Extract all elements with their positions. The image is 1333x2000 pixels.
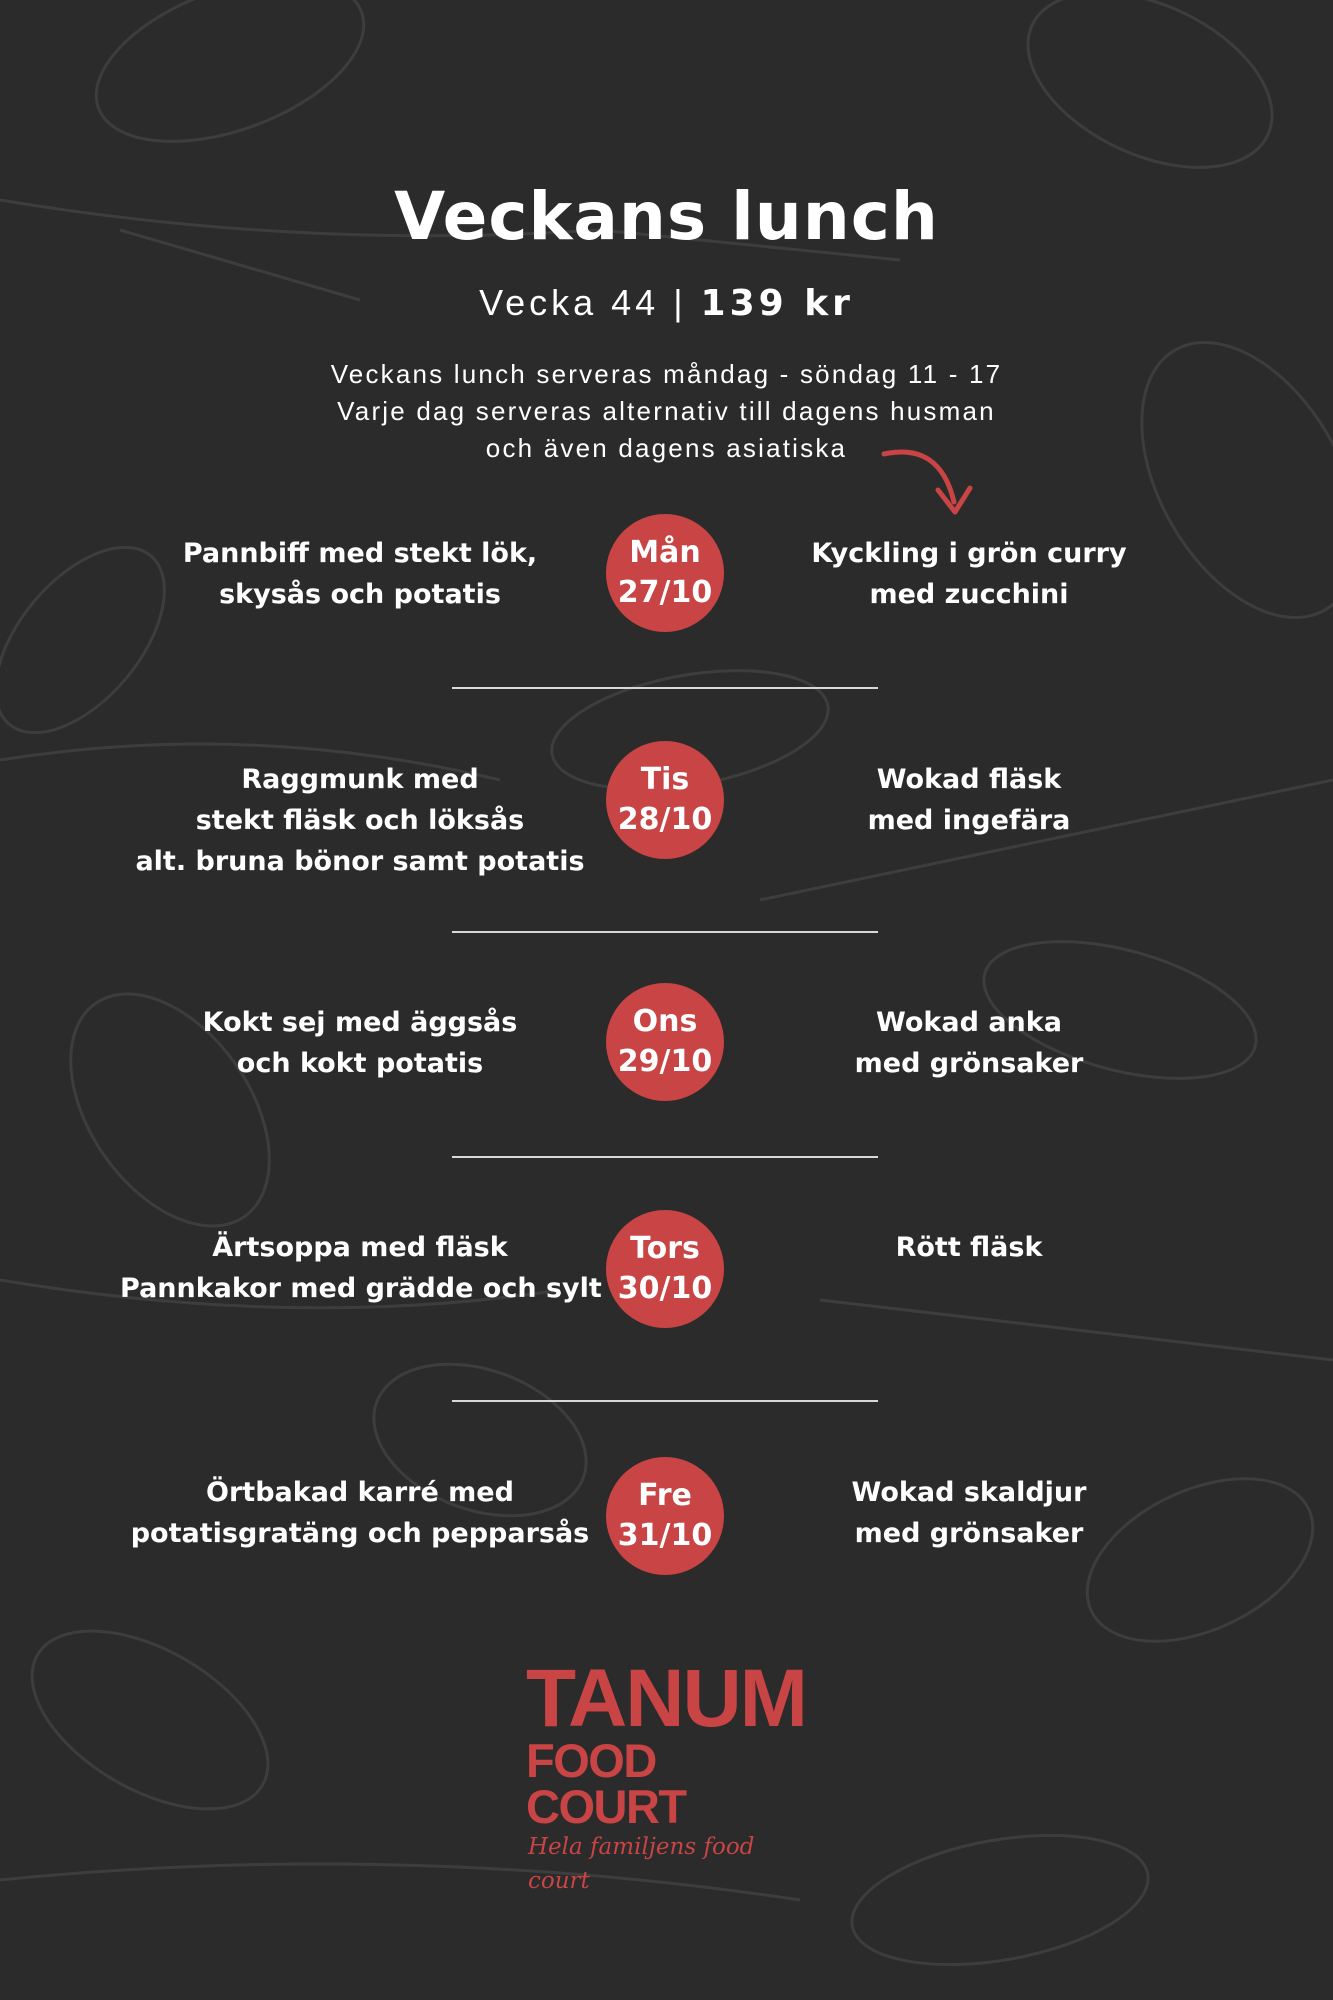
- asian-dish-wed: Wokad anka med grönsaker: [854, 1007, 1084, 1079]
- curved-arrow-icon: [878, 440, 974, 526]
- day-name: Tors: [630, 1231, 700, 1266]
- day-name: Tis: [640, 762, 690, 797]
- day-badge-fri: [606, 1457, 724, 1575]
- day-badge-thu: [606, 1210, 724, 1328]
- divider: [452, 1400, 878, 1402]
- intro-line: Varje dag serveras alternativ till dagens husman: [337, 396, 996, 426]
- day-date: 27/10: [617, 575, 713, 610]
- day-date: 29/10: [617, 1044, 713, 1079]
- day-date: 31/10: [617, 1518, 713, 1553]
- brand-logo: [526, 1653, 816, 1898]
- asian-dish-fri: Wokad skaldjur med grönsaker: [851, 1477, 1087, 1549]
- asian-dish-thu: Rött fläsk: [895, 1232, 1043, 1263]
- husman-dish-tue: Raggmunk med stekt fläsk och löksås alt. bruna bönor samt potatis: [135, 764, 585, 877]
- logo-subtitle: FOOD COURT: [526, 1734, 686, 1833]
- husman-dish-thu: Ärtsoppa med fläsk Pannkakor med grädde och sylt: [120, 1232, 602, 1304]
- intro-line: Veckans lunch serveras måndag - söndag 11 - 17: [330, 359, 1003, 389]
- week-label: Vecka 44 |: [479, 282, 701, 323]
- divider: [452, 1156, 878, 1158]
- divider: [452, 687, 878, 689]
- day-name: Mån: [629, 535, 701, 570]
- divider: [452, 931, 878, 933]
- day-date: 30/10: [617, 1271, 713, 1306]
- week-price-line: [0, 282, 1333, 324]
- intro-text: [0, 356, 1333, 467]
- price-label: 139 kr: [700, 283, 854, 324]
- day-date: 28/10: [617, 802, 713, 837]
- husman-dish-fri: Örtbakad karré med potatisgratäng och pepparsås: [130, 1477, 590, 1549]
- day-badge-mon: [606, 514, 724, 632]
- logo-name: TANUM: [526, 1653, 806, 1744]
- husman-dish-mon: Pannbiff med stekt lök, skysås och potatis: [182, 538, 538, 610]
- day-name: Ons: [632, 1004, 698, 1039]
- asian-dish-mon: Kyckling i grön curry med zucchini: [811, 538, 1127, 610]
- page-title: Veckans lunch: [394, 178, 939, 255]
- day-badge-tue: [606, 741, 724, 859]
- asian-dish-tue: Wokad fläsk med ingefära: [867, 764, 1071, 836]
- intro-line: och även dagens asiatiska: [485, 433, 848, 463]
- day-badge-wed: [606, 983, 724, 1101]
- husman-dish-wed: Kokt sej med äggsås och kokt potatis: [202, 1007, 518, 1079]
- day-name: Fre: [638, 1478, 692, 1513]
- logo-tagline: Hela familjens food court: [528, 1834, 755, 1894]
